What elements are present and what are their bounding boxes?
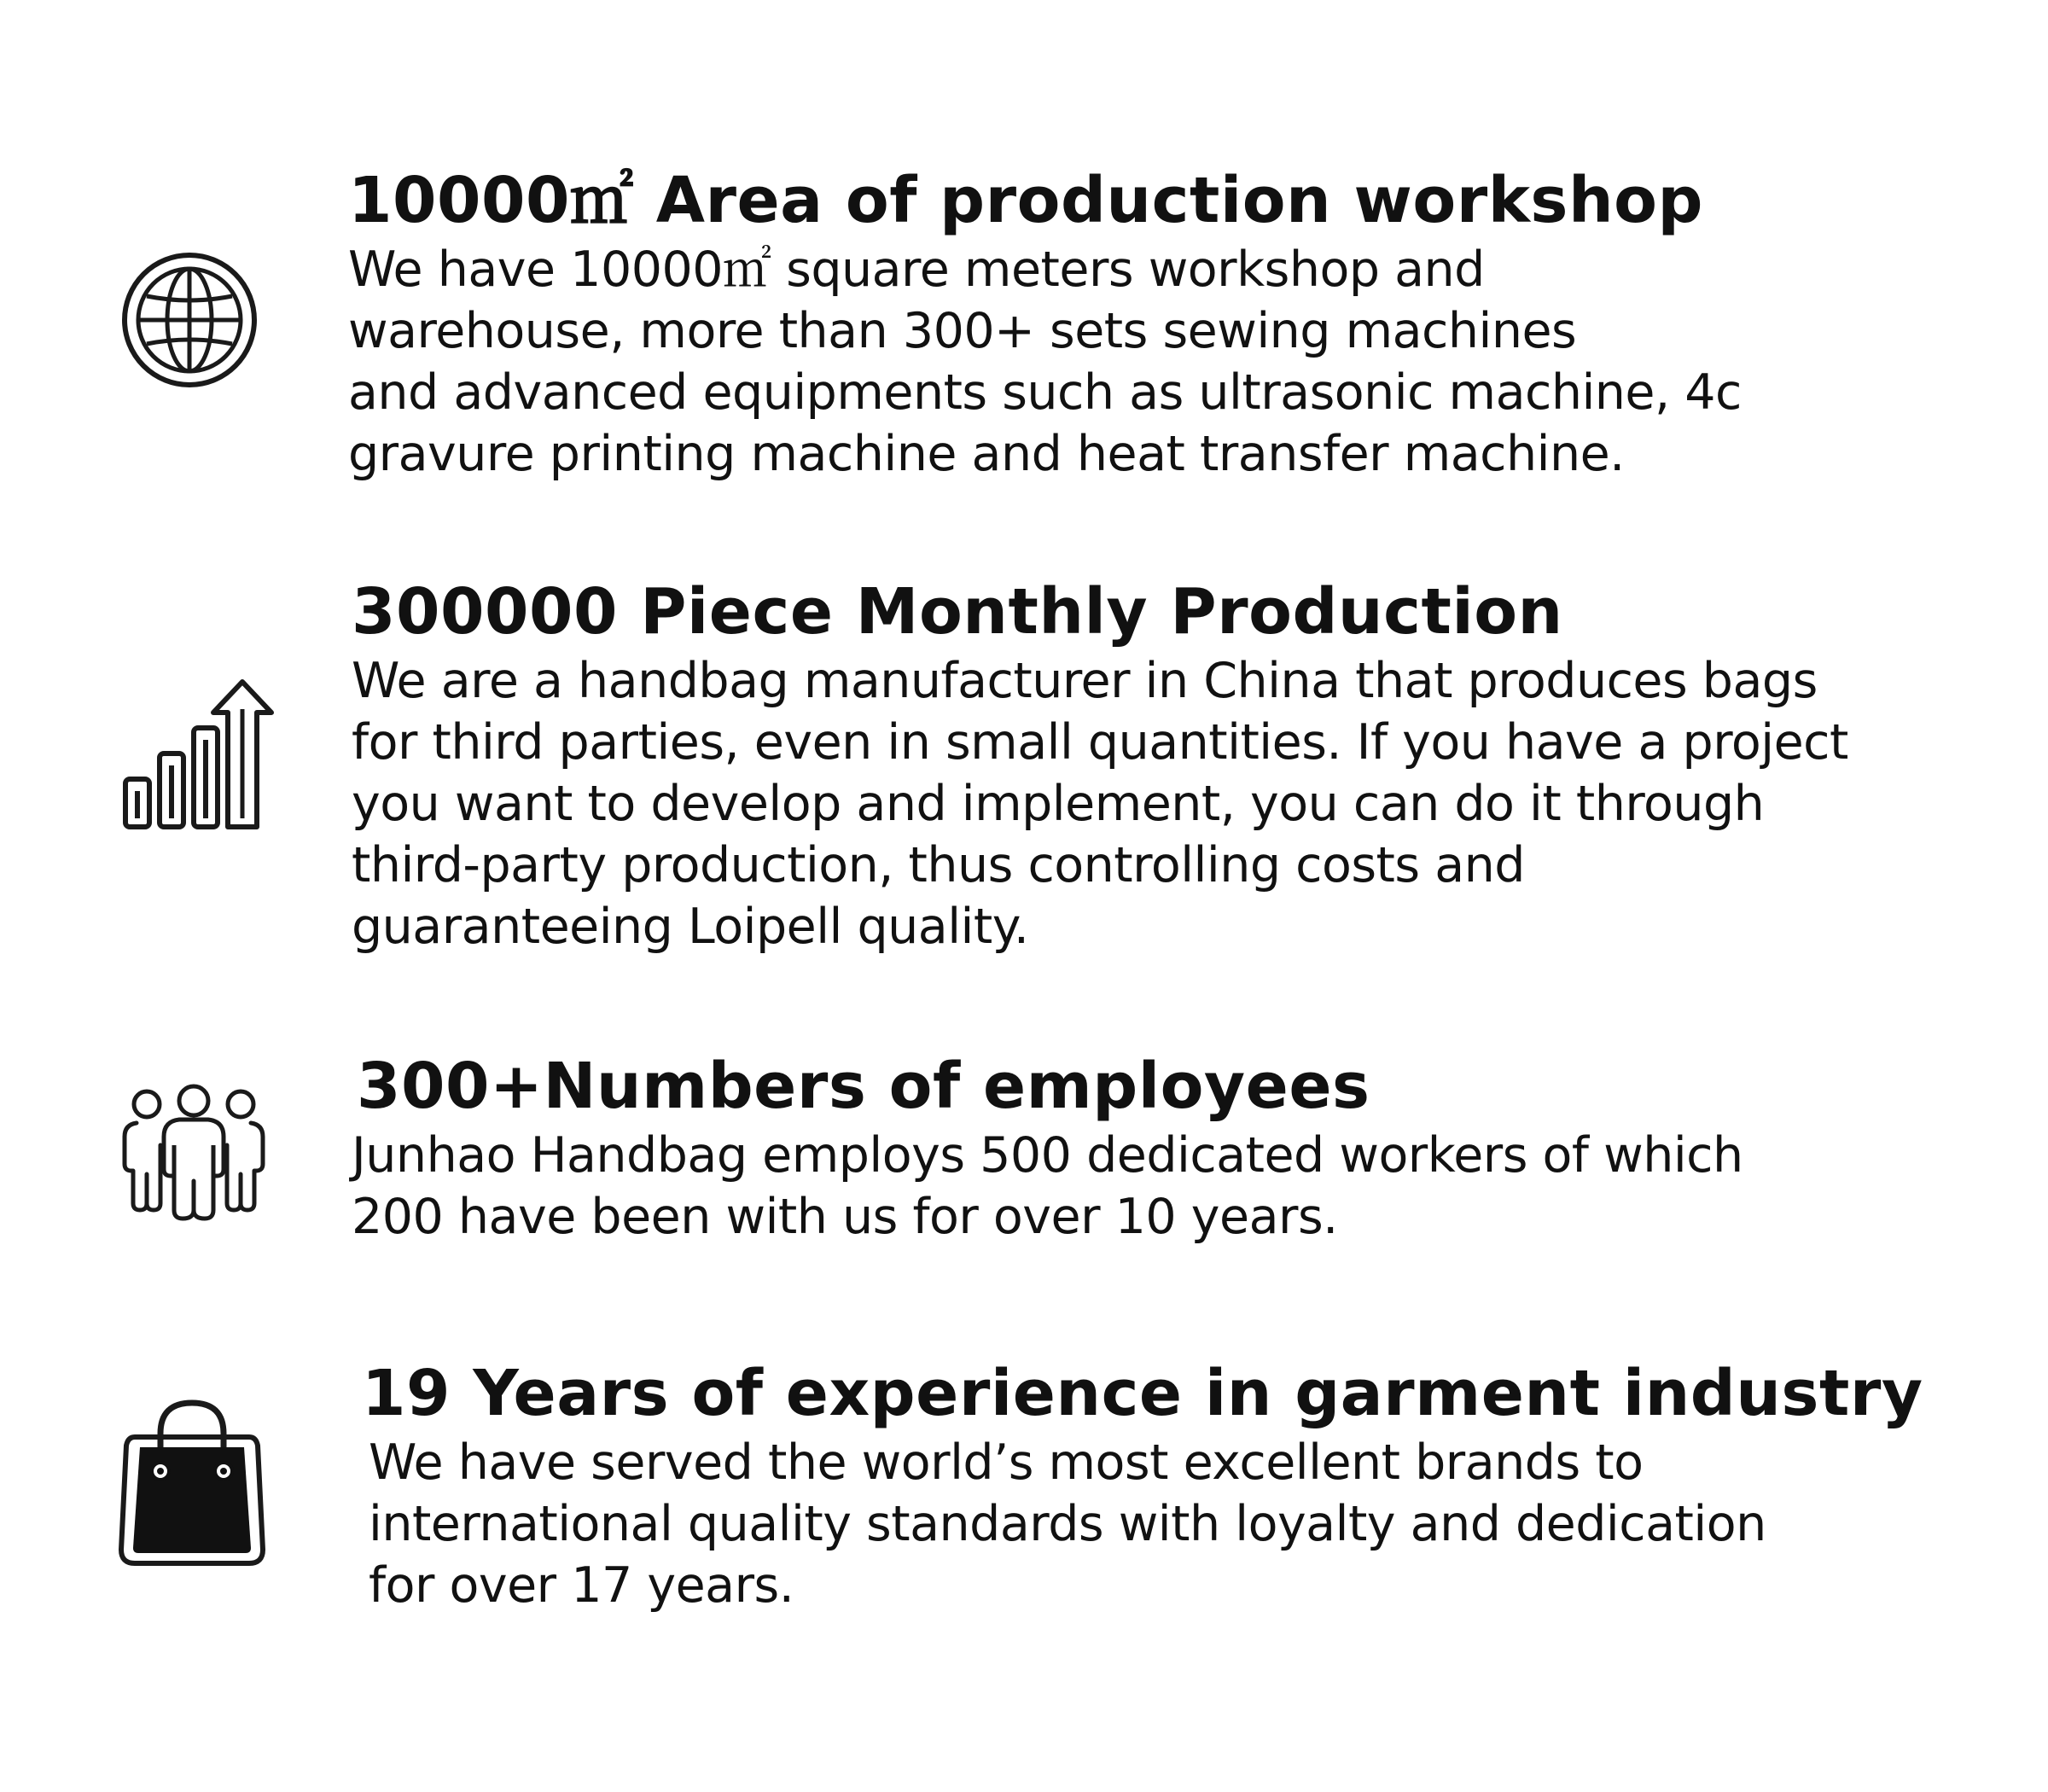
description-line: you want to develop and implement, you can do it through xyxy=(352,776,1765,832)
employees-icon xyxy=(121,1085,266,1222)
description-line: for over 17 years. xyxy=(369,1557,794,1614)
description-line: third-party production, thus controlling costs and xyxy=(352,837,1525,893)
feature-title: 10000㎡ Area of production workshop xyxy=(348,164,1703,237)
description-line: 200 have been with us for over 10 years. xyxy=(352,1189,1338,1245)
feature-description xyxy=(352,650,1848,957)
description-line: We have served the world’s most excellent brands to xyxy=(369,1434,1644,1491)
feature-description xyxy=(352,1125,1743,1248)
description-line: guaranteeing Loipell quality. xyxy=(352,899,1029,955)
globe-icon xyxy=(121,252,258,388)
shopping-bag-icon xyxy=(119,1398,265,1568)
feature-title: 19 Years of experience in garment industry xyxy=(362,1357,1923,1430)
feature-title: 300000 Piece Monthly Production xyxy=(352,575,1563,649)
growth-chart-icon xyxy=(121,678,283,832)
feature-title: 300+Numbers of employees xyxy=(357,1050,1370,1123)
description-line: and advanced equipments such as ultrasonic machine, 4c xyxy=(348,364,1742,421)
description-line: We have 10000㎡ square meters workshop and xyxy=(348,241,1485,298)
description-line: warehouse, more than 300+ sets sewing machines xyxy=(348,303,1577,359)
description-line: We are a handbag manufacturer in China that produces bags xyxy=(352,653,1818,709)
description-line: for third parties, even in small quantities. If you have a project xyxy=(352,714,1848,771)
description-line: Junhao Handbag employs 500 dedicated workers of which xyxy=(352,1127,1743,1184)
feature-description xyxy=(369,1432,1923,1616)
feature-description xyxy=(348,239,1742,485)
description-line: gravure printing machine and heat transfer machine. xyxy=(348,426,1625,482)
description-line: international quality standards with loyalty and dedication xyxy=(369,1496,1766,1552)
